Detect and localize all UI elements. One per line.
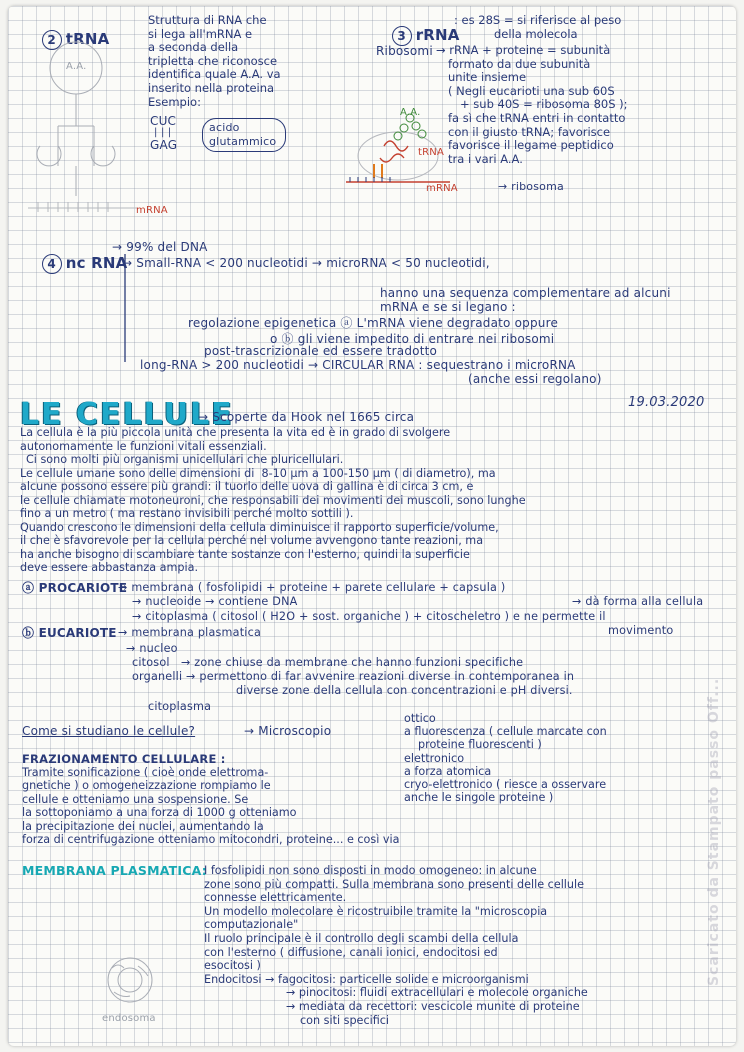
ncrna-line: (anche essi regolano) [468, 372, 602, 386]
text-line: la precipitazione dei nuclei, aumentando la [22, 819, 264, 833]
ncrna-bracket [120, 252, 130, 366]
ncrna-line: post-trascrizionale ed essere tradotto [204, 344, 438, 358]
text-line: Struttura di RNA che [148, 13, 267, 27]
text-line: alcune possono essere più grandi: il tuorlo delle uova di gallina è di circa 3 cm, e [20, 480, 474, 493]
eucariote-item: → membrana plasmatica [118, 626, 262, 639]
procariote-label: ⓐ PROCARIOTE [22, 581, 128, 595]
text-line: ( Negli eucarioti una sub 60S [448, 83, 615, 98]
text-line: ha anche bisogno di scambiare tante sostanze con l'esterno, quindi la superficie [20, 547, 470, 561]
microscope-type: ottico [404, 712, 436, 725]
cellule-title: LE CELLULE [20, 397, 234, 432]
ncrna-title: nc RNA [65, 254, 128, 272]
codon-pairs: | | | [154, 127, 172, 138]
codon-top: CUC [150, 114, 177, 128]
text-line: → pinocitosi: fluidi extracellulari e molecole organiche [286, 986, 588, 1000]
text-line: inserito nella proteina [148, 80, 275, 95]
section-number: 2 [42, 30, 62, 50]
ribosomi-label: Ribosomi [376, 44, 433, 58]
text-line: gnetiche ) o omogeneizzazione rompiamo le [22, 779, 271, 793]
microscope-type: anche le singole proteine ) [404, 791, 554, 805]
codon-bottom: GAG [150, 138, 178, 152]
procariote-item: → nucleoide → contiene DNA [132, 595, 298, 608]
ncrna-line: hanno una sequenza complementare ad alcuni [380, 286, 671, 300]
text-line: cellule e otteniamo una sospensione. Se [22, 792, 249, 806]
notebook-page [8, 6, 736, 1046]
text-line: unite insieme [448, 70, 527, 85]
microscope-types [404, 712, 607, 804]
text-line: tripletta che riconosce [148, 53, 278, 68]
membrana-title: MEMBRANA PLASMATICA: [22, 863, 207, 878]
endosoma-drawing [98, 950, 168, 1020]
text-line: esocitosi ) [204, 959, 261, 973]
diagram-mrna-label: mRNA [426, 183, 458, 194]
ncrna-line: o ⓑ gli viene impedito di entrare nei ribosomi [270, 332, 555, 346]
eucariote-label: ⓑ EUCARIOTE [22, 626, 117, 640]
microscope-type: cryo-elettronico ( riesce a osservare [404, 778, 607, 792]
text-line: Endocitosi → fagocitosi: particelle solide e microorganismi [204, 972, 529, 986]
text-line: con l'esterno ( diffusione, canali ionici, endocitosi ed [204, 945, 498, 959]
eucariote-item: citosol → zone chiuse da membrane che hanno funzioni specifiche [132, 656, 524, 669]
text-line: fino a un metro ( ma restano invisibili perché molto sottili ). [20, 507, 354, 520]
rrna-details [436, 44, 628, 166]
procariote-item: movimento [608, 624, 674, 637]
text-line: identifica quale A.A. va [148, 67, 281, 82]
ncrna-line: regolazione epigenetica ⓐ L'mRNA viene degradato oppure [188, 316, 559, 330]
eucariote-item: organelli → permettono di far avvenire reazioni diverse in contemporanea in [132, 670, 575, 683]
trna-title: tRNA [65, 30, 110, 48]
cellule-subtitle: → Scoperte da Hook nel 1665 circa [198, 410, 415, 424]
text-line: il che è sfavorevole per la cellula perché nel volume avvengono tante reazioni, ma [20, 534, 484, 547]
ncrna-line: long-RNA > 200 nucleotidi → CIRCULAR RNA : sequestrano i microRNA [140, 358, 576, 372]
text-line: computazionale" [204, 918, 299, 932]
microscopio-label: → Microscopio [244, 724, 332, 738]
text-line: forza di centrifugazione otteniamo mitocondri, proteine... e così via [22, 833, 400, 847]
diagram-ribosoma-label: → ribosoma [498, 180, 564, 193]
text-line: zone sono più compatti. Sulla membrana sono presenti delle cellule [204, 877, 584, 891]
ncrna-line: mRNA e se si legano : [380, 300, 516, 314]
diagram-aa-label: A.A. [400, 107, 421, 118]
text-line: Le cellule umane sono delle dimensioni di 8-10 μm a 100-150 μm ( di diametro), ma [20, 466, 496, 480]
text-line: → mediata da recettori: vescicole munite di proteine [286, 999, 580, 1013]
trna-aa-label: A.A. [66, 61, 87, 72]
text-line: della molecola [494, 26, 578, 41]
microscope-type: a fluorescenza ( cellule marcate con [404, 725, 607, 739]
text-line: Un modello molecolare è ricostruibile tramite la "microscopia [204, 904, 548, 918]
ncrna-line: → Small-RNA < 200 nucleotidi → microRNA < 50 nucleotidi, [122, 256, 490, 270]
rrna-intro [454, 14, 621, 41]
text-line: con il giusto tRNA; favorisce [448, 124, 611, 139]
text-line: Ci sono molti più organismi unicellulari che pluricellulari. [26, 453, 344, 466]
microscope-type: proteine fluorescenti ) [418, 738, 542, 752]
text-line: deve essere abbastanza ampia. [20, 561, 198, 574]
text-line: con siti specifici [300, 1013, 390, 1027]
procariote-item: → membrana ( fosfolipidi + proteine + parete cellulare + capsula ) [118, 581, 506, 594]
text-line: I fosfolipidi non sono disposti in modo omogeneo: in alcune [204, 864, 537, 877]
trna-description [148, 14, 281, 109]
text-line: Il ruolo principale è il controllo degli scambi della cellula [204, 931, 519, 945]
procariote-item: → citoplasma ( citosol ( H2O + sost. organiche ) + citoscheletro ) e ne permette il [132, 610, 606, 623]
text-line: La cellula è la più piccola unità che presenta la vita ed è in grado di svolgere [20, 426, 451, 439]
eucariote-item: → nucleo [126, 642, 178, 655]
cellule-date: 19.03.2020 [628, 395, 705, 410]
frazionamento-text [22, 766, 399, 846]
endosoma-label: endosoma [102, 1013, 156, 1024]
microscope-type: a forza atomica [404, 764, 492, 778]
diagram-trna-label: tRNA [418, 147, 444, 158]
studio-question: Come si studiano le cellule? [22, 724, 196, 738]
text-line: + sub 40S = ribosoma 80S ); [460, 97, 628, 112]
text-line: autonomamente le funzioni vitali essenziali. [20, 439, 267, 453]
watermark-text: Scaricato da Stampato passo Off... [706, 677, 722, 986]
text-line: → rRNA + proteine = subunità [436, 43, 611, 57]
procariote-item: → dà forma alla cellula [572, 595, 704, 608]
frazionamento-title: FRAZIONAMENTO CELLULARE : [22, 752, 226, 766]
eucariote-item: diverse zone della cellula con concentrazioni e pH diversi. [236, 684, 573, 697]
text-line: Esempio: [148, 94, 201, 109]
text-line: a seconda della [148, 40, 239, 55]
section-number: 3 [392, 26, 412, 46]
text-line: fa sì che tRNA entri in contatto [448, 110, 626, 125]
text-line: connesse elettricamente. [204, 891, 347, 905]
cellule-paragraph [20, 426, 526, 575]
text-line: tra i vari A.A. [448, 151, 523, 166]
text-line: le cellule chiamate motoneuroni, che responsabili dei movimenti dei muscoli, sono lunghe [20, 493, 526, 507]
text-line: favorisce il legame peptidico [448, 138, 614, 153]
text-line: la sottoponiamo a una forza di 1000 g otteniamo [22, 806, 297, 820]
text-line: Tramite sonificazione ( cioè onde elettroma- [22, 766, 269, 779]
text-line: si lega all'mRNA e [148, 26, 253, 41]
text-line: : es 28S = si riferisce al peso [454, 13, 622, 27]
eucariote-item: citoplasma [148, 700, 212, 713]
trna-mrna-label: mRNA [136, 205, 168, 216]
rrna-title: rRNA [415, 26, 460, 44]
membrana-text [204, 864, 588, 1027]
microscope-type: elettronico [404, 751, 465, 765]
text-line: Quando crescono le dimensioni della cellula diminuisce il rapporto superficie/volume, [20, 520, 499, 534]
amino-acid-bubble: acido glutammico [202, 118, 286, 152]
section-number: 4 [42, 254, 62, 274]
ncrna-line: → 99% del DNA [112, 240, 208, 254]
text-line: formato da due subunità [448, 56, 591, 71]
